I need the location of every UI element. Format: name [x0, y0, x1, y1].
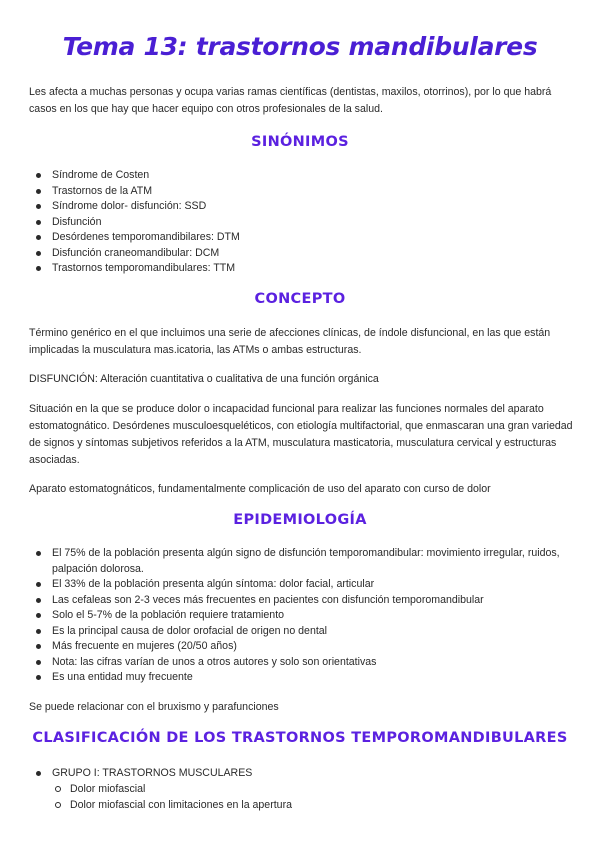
circle-bullet-icon [55, 802, 61, 808]
list-item: Síndrome de Costen [0, 168, 572, 184]
list-item: Trastornos de la ATM [0, 184, 572, 200]
sinonimos-list [0, 168, 600, 277]
concepto-paragraph-3: Situación en la que se produce dolor o incapacidad funcional para realizar las funciones normales del aparato estomatognático. Desórdenes musculoesqueléticos, con etiología multifactorial, que enmascaran una gran variedad de signos y síntomas subjetivos referidos a la ATM, musculatura masticatoria, musculatura cervical y estructuras asociadas. [29, 403, 573, 466]
bullet-icon [36, 551, 41, 556]
bullet-icon [36, 582, 41, 587]
list-item: Más frecuente en mujeres (20/50 años) [0, 639, 572, 655]
bullet-icon [36, 644, 41, 649]
list-item: Las cefaleas son 2-3 veces más frecuentes en pacientes con disfunción temporomandibular [0, 593, 572, 609]
bullet-icon [36, 235, 41, 240]
epidemiologia-list [0, 546, 600, 686]
circle-bullet-icon [55, 786, 61, 792]
bullet-icon [36, 266, 41, 271]
list-item: Es una entidad muy frecuente [0, 670, 572, 686]
bullet-icon [36, 598, 41, 603]
list-item: Disfunción craneomandibular: DCM [0, 246, 572, 262]
heading-clasificacion: CLASIFICACIÓN DE LOS TRASTORNOS TEMPOROMANDIBULARES [32, 730, 568, 746]
list-item: Es la principal causa de dolor orofacial de origen no dental [0, 624, 572, 640]
concepto-paragraph-2: DISFUNCIÓN: Alteración cuantitativa o cualitativa de una función orgánica [29, 373, 379, 385]
page-title: Tema 13: trastornos mandibulares [62, 32, 538, 61]
bullet-icon [36, 613, 41, 618]
bullet-icon [36, 173, 41, 178]
list-item: Disfunción [0, 215, 572, 231]
bullet-icon [36, 660, 41, 665]
list-item: Síndrome dolor- disfunción: SSD [0, 199, 572, 215]
heading-epidemiologia: EPIDEMIOLOGÍA [233, 512, 367, 528]
list-item: Dolor miofascial [0, 782, 590, 798]
intro-paragraph: Les afecta a muchas personas y ocupa varias ramas científicas (dentistas, maxilos, otorrinos), por lo que habrá casos en los que hay que hacer equipo con otros profesionales de la salud. [29, 86, 552, 115]
clasificacion-sublist [0, 782, 600, 813]
bullet-icon [36, 771, 41, 776]
bullet-icon [36, 189, 41, 194]
list-item: Dolor miofascial con limitaciones en la apertura [0, 798, 590, 814]
list-item: Trastornos temporomandibulares: TTM [0, 261, 572, 277]
list-item: El 75% de la población presenta algún signo de disfunción temporomandibular: movimiento irregular, ruidos, palpación dolorosa. [0, 546, 572, 577]
bullet-icon [36, 220, 41, 225]
list-item: GRUPO I: TRASTORNOS MUSCULARES [0, 766, 572, 782]
heading-concepto: CONCEPTO [254, 291, 346, 307]
list-item: Desórdenes temporomandibilares: DTM [0, 230, 572, 246]
bullet-icon [36, 204, 41, 209]
concepto-paragraph-4: Aparato estomatognáticos, fundamentalmente complicación de uso del aparato con curso de dolor [29, 483, 491, 495]
list-item: Solo el 5-7% de la población requiere tratamiento [0, 608, 572, 624]
bullet-icon [36, 629, 41, 634]
concepto-paragraph-1: Término genérico en el que incluimos una serie de afecciones clínicas, de índole disfuncional, en las que están implicadas la musculatura mas.icatoria, las ATMs o ambas estructuras. [29, 327, 551, 356]
epidemiologia-note: Se puede relacionar con el bruxismo y parafunciones [29, 701, 279, 713]
bullet-icon [36, 251, 41, 256]
heading-sinonimos: SINÓNIMOS [251, 134, 349, 150]
clasificacion-list [0, 766, 600, 782]
list-item: Nota: las cifras varían de unos a otros autores y solo son orientativas [0, 655, 572, 671]
list-item: El 33% de la población presenta algún síntoma: dolor facial, articular [0, 577, 572, 593]
bullet-icon [36, 675, 41, 680]
